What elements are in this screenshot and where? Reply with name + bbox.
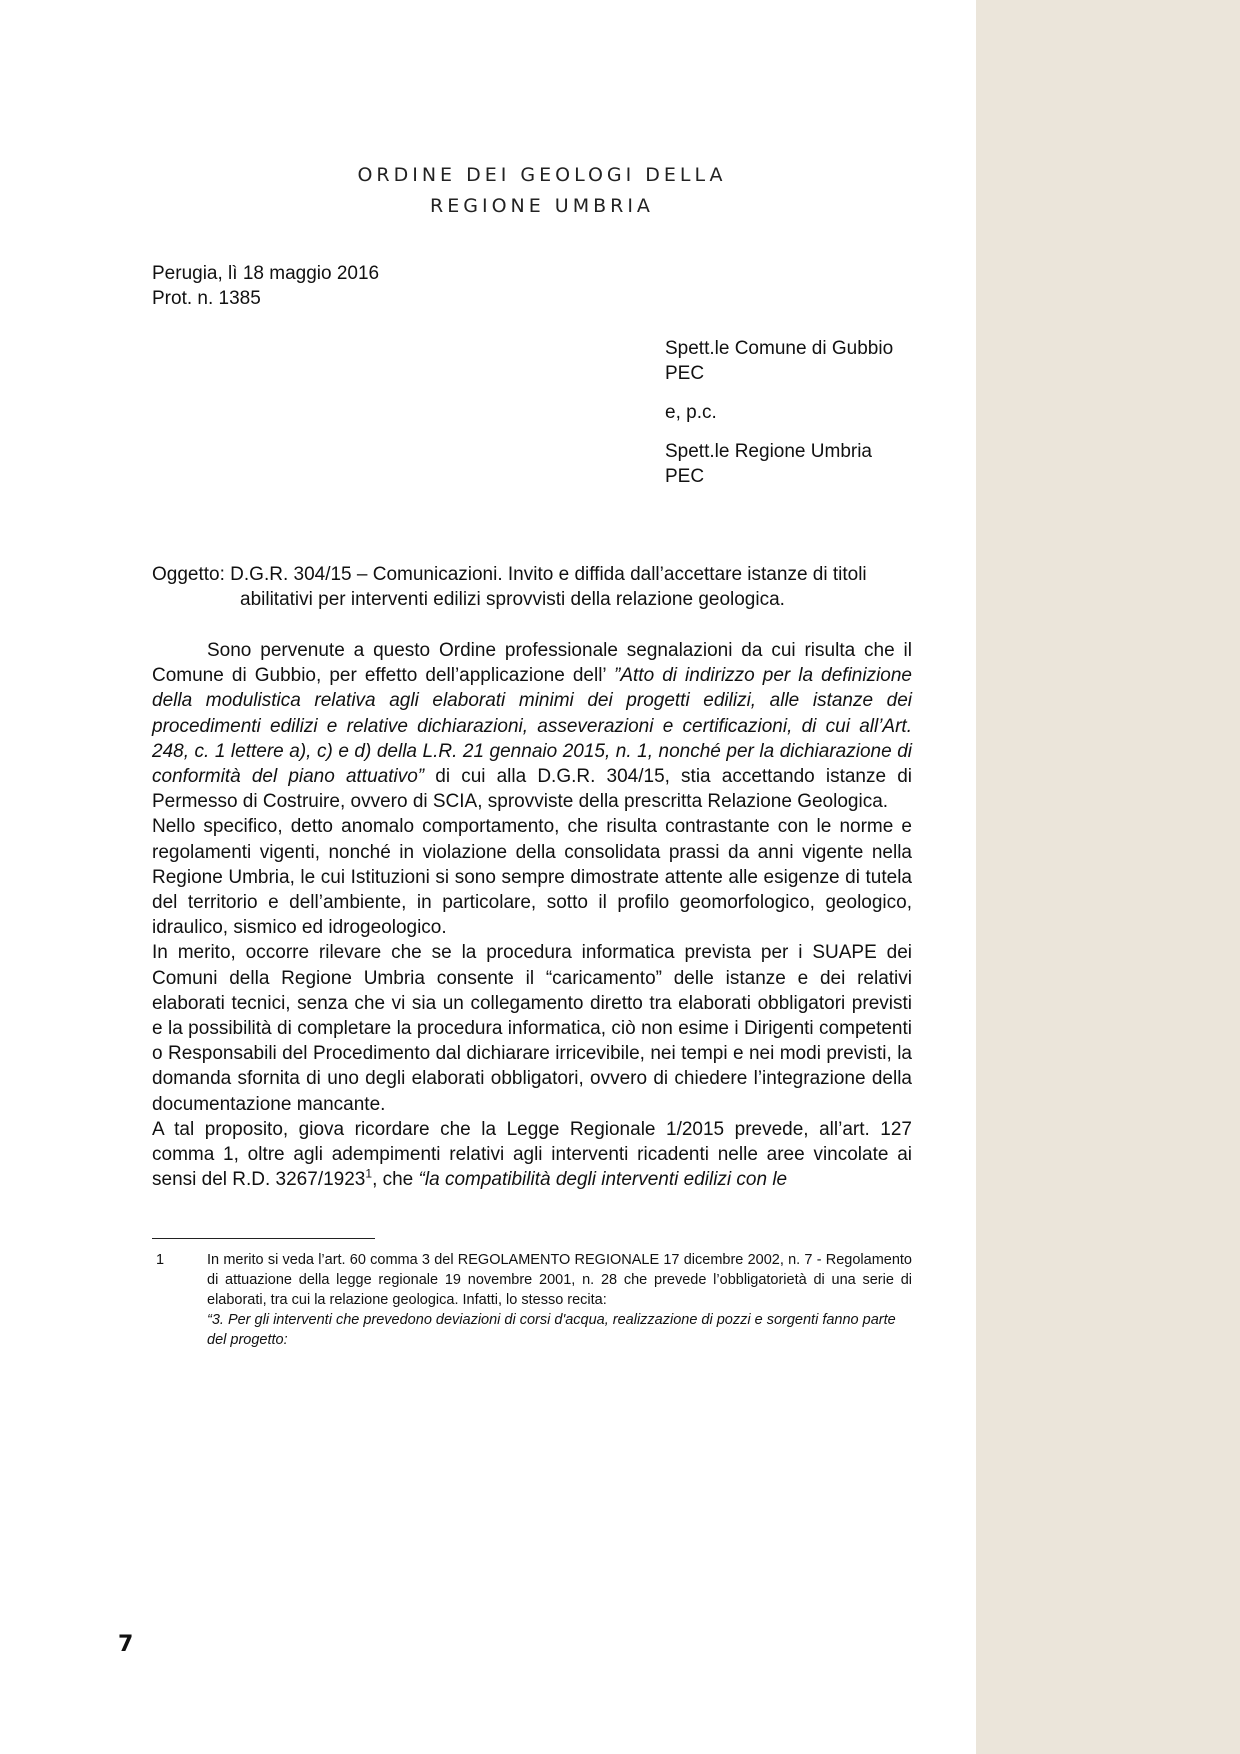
letterhead-line-2: REGIONE UMBRIA <box>430 195 654 217</box>
recipients-block <box>665 336 893 489</box>
paragraph-3: In merito, occorre rilevare che se la procedura informatica prevista per i SUAPE dei Comuni della Regione Umbria consente il “caricamento” delle istanze e dei relativi elaborati tecnici, senza che vi sia un collegamento diretto tra elaborati obbligatori previsti e la possibilità di completare la procedura informatica, ciò non esime i Dirigenti competenti o Responsabili del Procedimento dal dichiarare irricevibile, nei tempi e nei modi previsti, la domanda sfornita di uno degli elaborati obbligatori, ovvero di chiedere l’integrazione della documentazione mancante. <box>152 942 912 1115</box>
date-block <box>152 261 379 311</box>
subject-line-1: Oggetto: D.G.R. 304/15 – Comunicazioni. Invito e diffida dall’accettare istanze di titoli <box>152 564 867 585</box>
footnote-body <box>207 1250 912 1350</box>
side-margin-band <box>976 0 1240 1754</box>
subject-block <box>152 562 912 612</box>
paragraph-2: Nello specifico, detto anomalo comportamento, che risulta contrastante con le norme e regolamenti vigenti, nonché in violazione della consolidata prassi da anni vigente nella Regione Umbria, le cui Istituzioni si sono sempre dimostrate attente alle esigenze di tutela del territorio e dell’ambiente, in particolare, sotto il profilo geomorfologico, geologico, idraulico, sismico ed idrogeologico. <box>152 816 912 939</box>
paragraph-4-quote: “la compatibilità degli interventi edilizi con le <box>418 1169 788 1191</box>
protocol-number: Prot. n. 1385 <box>152 288 261 309</box>
paragraph-4-text-b: , che <box>372 1169 419 1191</box>
recipient-2-channel: PEC <box>665 466 705 487</box>
page-number: 7 <box>118 1632 134 1657</box>
cc-label: e, p.c. <box>665 402 717 423</box>
letter-body <box>152 638 912 1192</box>
recipient-1-channel: PEC <box>665 363 705 384</box>
recipient-1-name: Spett.le Comune di Gubbio <box>665 338 894 359</box>
recipient-2-name: Spett.le Regione Umbria <box>665 441 872 462</box>
footnote-quote: “3. Per gli interventi che prevedono deviazioni di corsi d'acqua, realizzazione di pozzi e sorgenti fanno parte del progetto: <box>207 1312 896 1348</box>
footnote <box>152 1250 912 1350</box>
paragraph-4 <box>152 1117 912 1193</box>
paragraph-1 <box>152 638 912 814</box>
paragraph-1-text-a: Sono pervenute a questo Ordine professionale segnalazioni da cui risulta che il Comune di Gubbio, per effetto dell’applicazione dell’ <box>152 640 912 687</box>
letterhead-line-1: ORDINE DEI GEOLOGI DELLA <box>357 164 727 186</box>
footnote-number: 1 <box>156 1252 165 1268</box>
subject-line-2: abilitativi per interventi edilizi sprovvisti della relazione geologica. <box>240 589 785 610</box>
footnote-text: In merito si veda l’art. 60 comma 3 del REGOLAMENTO REGIONALE 17 dicembre 2002, n. 7 - Regolamento di attuazione della legge regionale 19 novembre 2001, n. 28 che prevede l’obbligatorietà di una serie di elaborati, tra cui la relazione geologica. Infatti, lo stesso recita: <box>207 1252 912 1308</box>
footnote-separator <box>152 1238 375 1239</box>
paragraph-4-text-a: A tal proposito, giova ricordare che la Legge Regionale 1/2015 prevede, all’art. 127 comma 1, oltre agli adempimenti relativi agli interventi ricadenti nelle aree vincolate ai sensi del R.D. 3267/1923 <box>152 1118 912 1191</box>
paragraph-1-quote: ”Atto di indirizzo per la definizione della modulistica relativa agli elaborati minimi dei progetti edilizi, alle istanze dei procedimenti edilizi e relative dichiarazioni, asseverazioni e certificazioni, di cui all’Art. 248, c. 1 lettere a), c) e d) della L.R. 21 gennaio 2015, n. 1, nonché per la dichiarazione di conformità del piano attuativo” <box>152 665 912 788</box>
paragraph-1-text-b: di cui alla D.G.R. 304/15, stia accettando istanze di Permesso di Costruire, ovvero di SCIA, sprovviste della prescritta Relazione Geologica. <box>152 766 912 813</box>
footnote-reference: 1 <box>365 1166 373 1181</box>
date-line: Perugia, lì 18 maggio 2016 <box>152 263 380 284</box>
